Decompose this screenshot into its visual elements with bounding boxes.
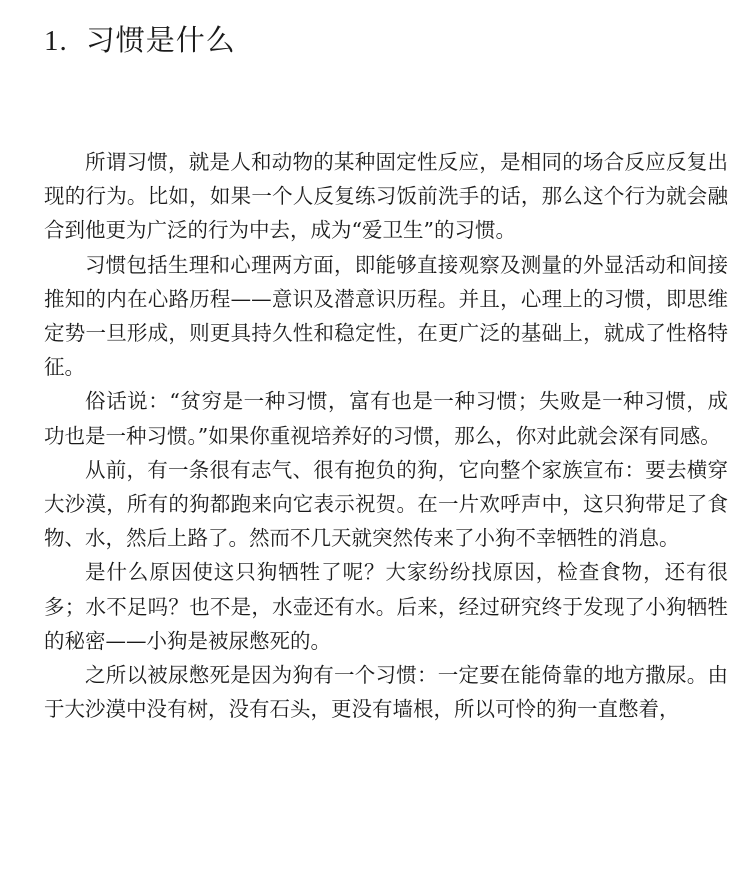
section-heading (44, 20, 236, 61)
section-number: 1. (44, 25, 68, 57)
paragraph: 是什么原因使这只狗牺牲了呢？大家纷纷找原因，检查食物，还有很多；水不足吗？也不是，水壶还有水。后来，经过研究终于发现了小狗牺牲的秘密——小狗是被尿憋死的。 (44, 560, 728, 653)
paragraph: 之所以被尿憋死是因为狗有一个习惯：一定要在能倚靠的地方撒尿。由于大沙漠中没有树，没有石头，更没有墙根，所以可怜的狗一直憋着， (44, 663, 728, 722)
paragraph: 从前，有一条很有志气、很有抱负的狗，它向整个家族宣布：要去横穿大沙漠，所有的狗都跑来向它表示祝贺。在一片欢呼声中，这只狗带足了食物、水，然后上路了。然而不几天就突然传来了小狗不幸牺牲的消息。 (44, 457, 728, 551)
paragraph: 俗话说：“贫穷是一种习惯，富有也是一种习惯；失败是一种习惯，成功也是一种习惯。”如果你重视培养好的习惯，那么，你对此就会深有同感。 (44, 389, 728, 448)
body-text (44, 145, 728, 726)
paragraph: 所谓习惯，就是人和动物的某种固定性反应，是相同的场合反应反复出现的行为。比如，如果一个人反复练习饭前洗手的话，那么这个行为就会融合到他更为广泛的行为中去，成为“爱卫生”的习惯。 (44, 150, 728, 243)
section-title: 习惯是什么 (85, 23, 236, 57)
paragraph: 习惯包括生理和心理两方面，即能够直接观察及测量的外显活动和间接推知的内在心路历程——意识及潜意识历程。并且，心理上的习惯，即思维定势一旦形成，则更具持久性和稳定性，在更广泛的基础上，就成了性格特征。 (44, 252, 728, 380)
